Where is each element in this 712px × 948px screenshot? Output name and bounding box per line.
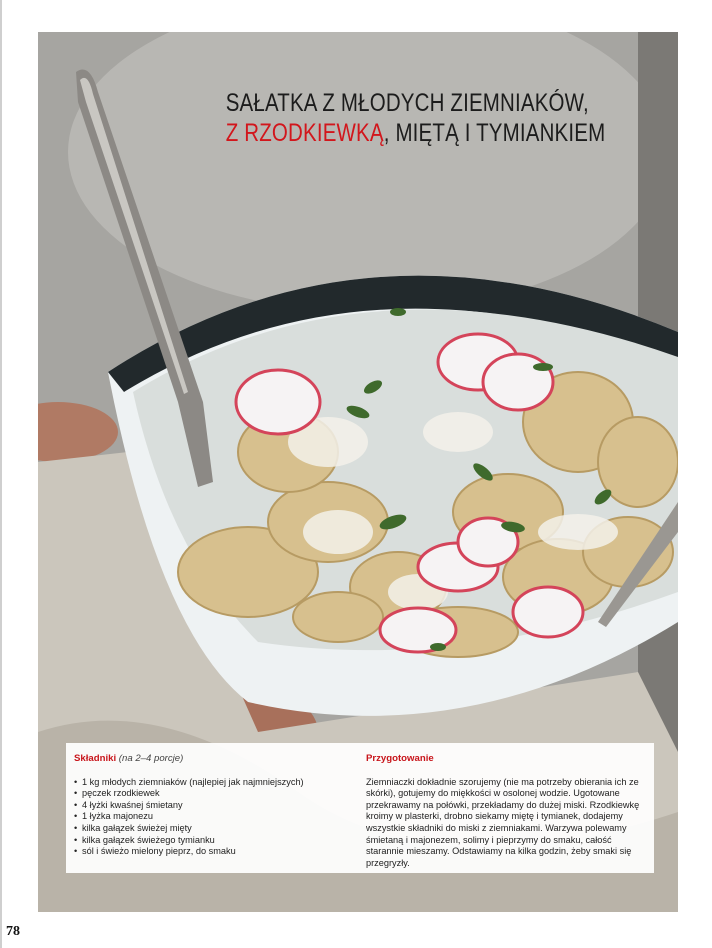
ingredients-list	[74, 777, 344, 858]
preparation-text: Ziemniaczki dokładnie szorujemy (nie ma potrzeby obierania ich ze skórki), gotujemy do miękkości w osolonej wodzie. Ugotowane przekrawamy na połówki, przekładamy do dużej miski. Rzodkiewkę kroimy w plasterki, drobno siekamy miętę i tymianek, dodajemy wszystkie składniki do miski z ziemniakami. Warzywa polewamy śmietaną i majonezem, solimy i pieprzymy do smaku, całość starannie mieszamy. Odstawiamy na kilka godzin, żeby smaki się przegryzły.	[366, 776, 640, 868]
title-line-1: SAŁATKA Z MŁODYCH ZIEMNIAKÓW,	[225, 89, 589, 117]
preparation-heading: Przygotowanie	[366, 753, 434, 764]
servings-note: (na 2–4 porcje)	[118, 753, 184, 764]
ingredient-item: • pęczek rzodkiewek	[74, 788, 344, 800]
title-line-2-rest: , MIĘTĄ I TYMIANKIEM	[383, 119, 606, 147]
title-line-2	[188, 118, 606, 148]
ingredients-heading	[74, 753, 344, 765]
ingredient-item: • 1 łyżka majonezu	[74, 811, 344, 823]
recipe-panel	[66, 743, 654, 873]
page-number: 78	[6, 924, 20, 939]
ingredient-item: • kilka gałązek świeżego tymianku	[74, 835, 344, 847]
title-highlight: Z RZODKIEWKĄ	[225, 119, 384, 147]
recipe-title	[188, 88, 606, 148]
ingredient-item: • kilka gałązek świeżej mięty	[74, 823, 344, 835]
ingredient-item: • 1 kg młodych ziemniaków (najlepiej jak najmniejszych)	[74, 777, 344, 789]
preparation-section	[366, 753, 648, 869]
ingredients-section	[74, 753, 344, 858]
page-edge	[0, 0, 2, 948]
ingredient-item: • 4 łyżki kwaśnej śmietany	[74, 800, 344, 812]
ingredient-item: • sól i świeżo mielony pieprz, do smaku	[74, 846, 344, 858]
ingredients-heading-label: Składniki	[74, 753, 117, 764]
